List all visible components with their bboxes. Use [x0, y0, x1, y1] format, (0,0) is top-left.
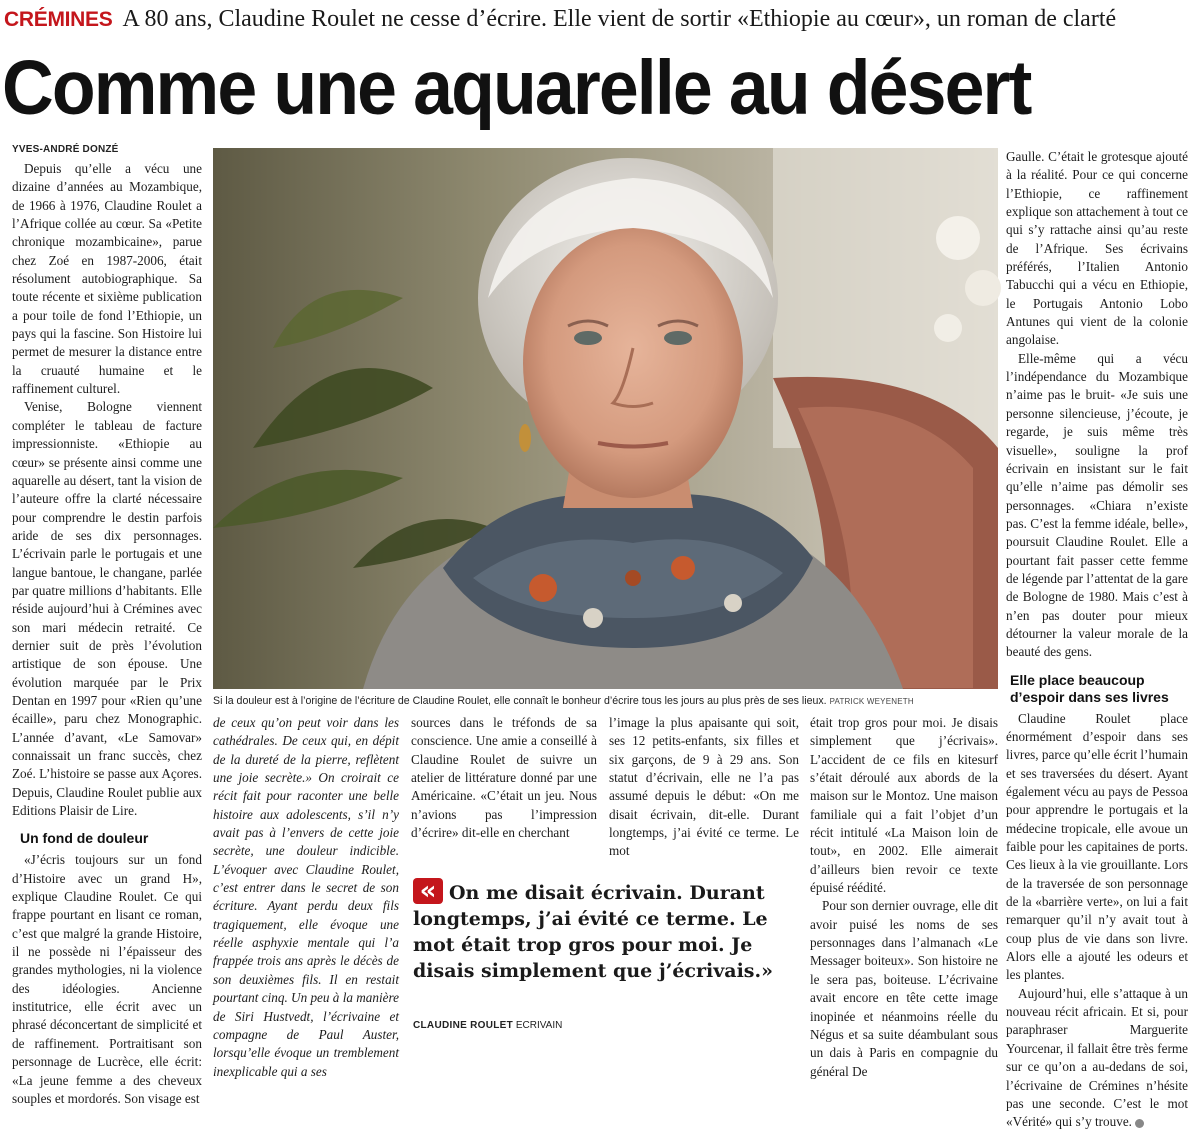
- kicker-place: CRÉMINES: [4, 8, 113, 31]
- paragraph: Gaulle. C’était le grotesque ajouté à la réalité. Pour ce qui concerne l’Ethiopie, ce raffinement explique son attachement à tout ce qui s’y rattache ainsi qu’au reste de l’Afrique. Ses écrivains préférés, l’Italien Antonio Tabucchi qui a vécu en Ethiopie, le Portugais Antonio Lobo Antunes qui vient de la colonie angolaise.: [1006, 149, 1188, 348]
- paragraph: sources dans le tréfonds de sa conscience. Une amie a conseillé à Claudine Roulet de suivre un atelier de littérature donné par une Américaine. «C’était un jeu. Nous n’avions pas l’impression d’écrire» dit-elle en cherchant: [411, 715, 597, 841]
- article-column-5: [810, 714, 998, 1079]
- paragraph: [1006, 985, 1188, 1132]
- quote-author: [413, 1020, 562, 1031]
- article-column-3: [411, 714, 597, 864]
- subheading: Un fond de douleur: [20, 830, 149, 847]
- photo-credit: PATRICK WEYENETH: [829, 697, 914, 706]
- kicker-text: A 80 ans, Claudine Roulet ne cesse d’écrire. Elle vient de sortir «Ethiopie au cœur», un roman de clarté: [122, 6, 1117, 32]
- paragraph: Depuis qu’elle a vécu une dizaine d’années au Mozambique, de 1966 à 1976, Claudine Roulet a l’Afrique collée au cœur. Sa «Petite chronique mozambicaine», parue chez Zoé en 1987-2006, était résolument autobiographique. Sa toute récente et sixième publication a pour toile de fond l’Ethiopie, un pays qui la fascine. Son Histoire lui permet de mesurer la distance entre la cruauté humaine et le raffinement culturel.: [12, 161, 202, 397]
- kicker: [4, 6, 1196, 36]
- paragraph: Pour son dernier ouvrage, elle dit avoir puisé les noms de ses personnages dans l’almanach «Le Messager boiteux». Son histoire ne le sera pas, boiteuse. L’écrivaine avait encore en tête cette image inopinée et néanmoins réelle du Négus et sa suite déambulant sous un dais à Paris en compagnie du général De: [810, 898, 998, 1079]
- paragraph: l’image la plus apaisante qui soit, ses 12 petits-enfants, six filles et six garçons, de 9 à 29 ans. Son statut d’écrivain, elle ne l’a pas assumé depuis le début: «On me disait écrivain, dit-elle. Durant longtemps, j’ai évité ce terme. Le mot: [609, 715, 799, 859]
- article-column-4: [609, 714, 799, 864]
- portrait-photo: [213, 148, 998, 689]
- article-column-6: [1006, 148, 1189, 1130]
- quote-mark-icon: «: [413, 878, 443, 904]
- byline: YVES-ANDRÉ DONZÉ: [12, 144, 119, 155]
- quote-text: On me disait écrivain. Durant longtemps, j’ai évité ce terme. Le mot était trop gros pour moi. Je disais simplement que j’écrivais.»: [413, 882, 773, 982]
- quote-author-role: ECRIVAIN: [515, 1020, 563, 1031]
- subheading: Elle place beaucoup d’espoir dans ses livres: [1010, 671, 1169, 705]
- headline: Comme une aquarelle au désert: [2, 45, 1031, 131]
- paragraph-text: Aujourd’hui, elle s’attaque à un nouveau récit africain. Et si, pour paraphraser Marguerite Yourcenar, il fallait être très ferme sur ce qu’on a au-dedans de soi, l’écrivaine de Crémines n’hésite pas une seconde. C’est le mot «Vérité» qui s’y trouve.: [1006, 985, 1188, 1130]
- quote-author-name: CLAUDINE ROULET: [413, 1020, 514, 1031]
- paragraph: Claudine Roulet place énormément d’espoir dans ses livres, parce qu’elle écrit l’humain et ses traversées du désert. Ayant également vécu au pays de Pessoa pour apprendre le portugais et la médecine tropicale, elle avoue un faible pour les capitaines de ports. Ces lieux à la vie grouillante. Lors de la traversée de son personnage de la «barrière verte», on lui a fait remarquer qu’il n’y avait tout à coup plus de vie dans son livre. Alors elle a ajouté les odeurs et les plantes.: [1006, 710, 1189, 983]
- article-column-1: [12, 160, 202, 1106]
- end-of-article-icon: [1135, 1119, 1144, 1128]
- paragraph: Venise, Bologne viennent compléter le tableau de facture impressionniste. «Ethiopie au cœur» se présente ainsi comme une aquarelle au désert, tant la vision de l’auteure offre la clarté nécessaire pour comprendre le destin parfois aride de ses dix personnages. L’écrivain parle le portugais et une langue bantoue, le changane, parlée par quatre millions d’habitants. Elle réside aujourd’hui à Crémines avec son mari médecin retraité. Ce dernier suit de près l’évolution artistique de son épouse. Une évolution marquée par le Prix Dentan en 1997 pour «Rien qu’une écaille», paru chez Monographic. L’année d’avant, «Le Samovar» connaissait un franc succès, chez Zoé. L’histoire se passe aux Açores. Depuis, Claudine Roulet publie aux Editions Plaisir de Lire.: [12, 399, 202, 819]
- article-column-2: [213, 714, 399, 1079]
- pull-quote: [411, 874, 799, 1044]
- portrait-illustration: [213, 148, 998, 689]
- paragraph: était trop gros pour moi. Je disais simplement que j’écrivais». L’accident de ce fils en kitesurf s’était déroulé aux abords de la maison sur le Montoz. Une maison familiale qui a fait l’objet d’un récit intitulé «La Maison loin de tout», en 2002. Elle aimerait d’ailleurs bien revoir ce texte épuisé réédité.: [810, 715, 998, 896]
- paragraph: Elle-même qui a vécu l’indépendance du Mozambique n’aime pas le bruit- «Je suis une personne silencieuse, j’écoute, je regarde, je suis même très visuelle», souligne la prof écrivain en insistant sur le fait qu’elle n’aime pas démolir ses personnages. «Chiara n’existe pas. C’est la femme idéale, belle», poursuit Claudine Roulet. Elle a pourtant fait passer cette femme de légende par l’attentat de la gare de Bologne de 1980. Mais c’est à n’en pas douter pour mieux détourner la valeur morale de la beauté des gens.: [1006, 350, 1188, 660]
- paragraph: «J’écris toujours sur un fond d’Histoire avec un grand H», explique Claudine Roulet. Ce qui frappe pourtant en lisant ce roman, c’est que malgré la grande Histoire, il ne possède ni l’épaisseur des grandes mythologies, ni la violence des idéologies. Ancienne institutrice, elle écrit avec un phrasé déconcertant de simplicité et de raffinement. Portraitisant son personnage de Lucrèce, elle écrit: «La jeune femme a des cheveux souples et mordorés. Son visage est: [12, 852, 202, 1106]
- paragraph: de ceux qu’on peut voir dans les cathédrales. De ceux qui, en dépit de la dureté de la pierre, reflètent une joie secrète.» On croirait ce récit fait pour raconter une belle histoire aux adolescents, s’il n’y avait pas à l’envers de cette joie secrète, une douleur indicible. L’évoquer avec Claudine Roulet, c’est entrer dans le secret de son écriture. Ayant perdu deux fils tragiquement, elle évoque une réelle asphyxie mentale qui l’a frappée trois ans après le décès de son deuxièmes fils. Il en restait pourtant cinq. Un peu à la manière de Siri Hustvedt, l’écrivaine et compagne de Paul Auster, lorsqu’elle évoque un tremblement inexplicable qui a ses: [213, 715, 399, 1079]
- photo-caption: [213, 694, 998, 709]
- caption-text: Si la douleur est à l’origine de l’écriture de Claudine Roulet, elle connaît le bonheur d’écrire tous les jours au plus près de ses lieux.: [213, 695, 827, 707]
